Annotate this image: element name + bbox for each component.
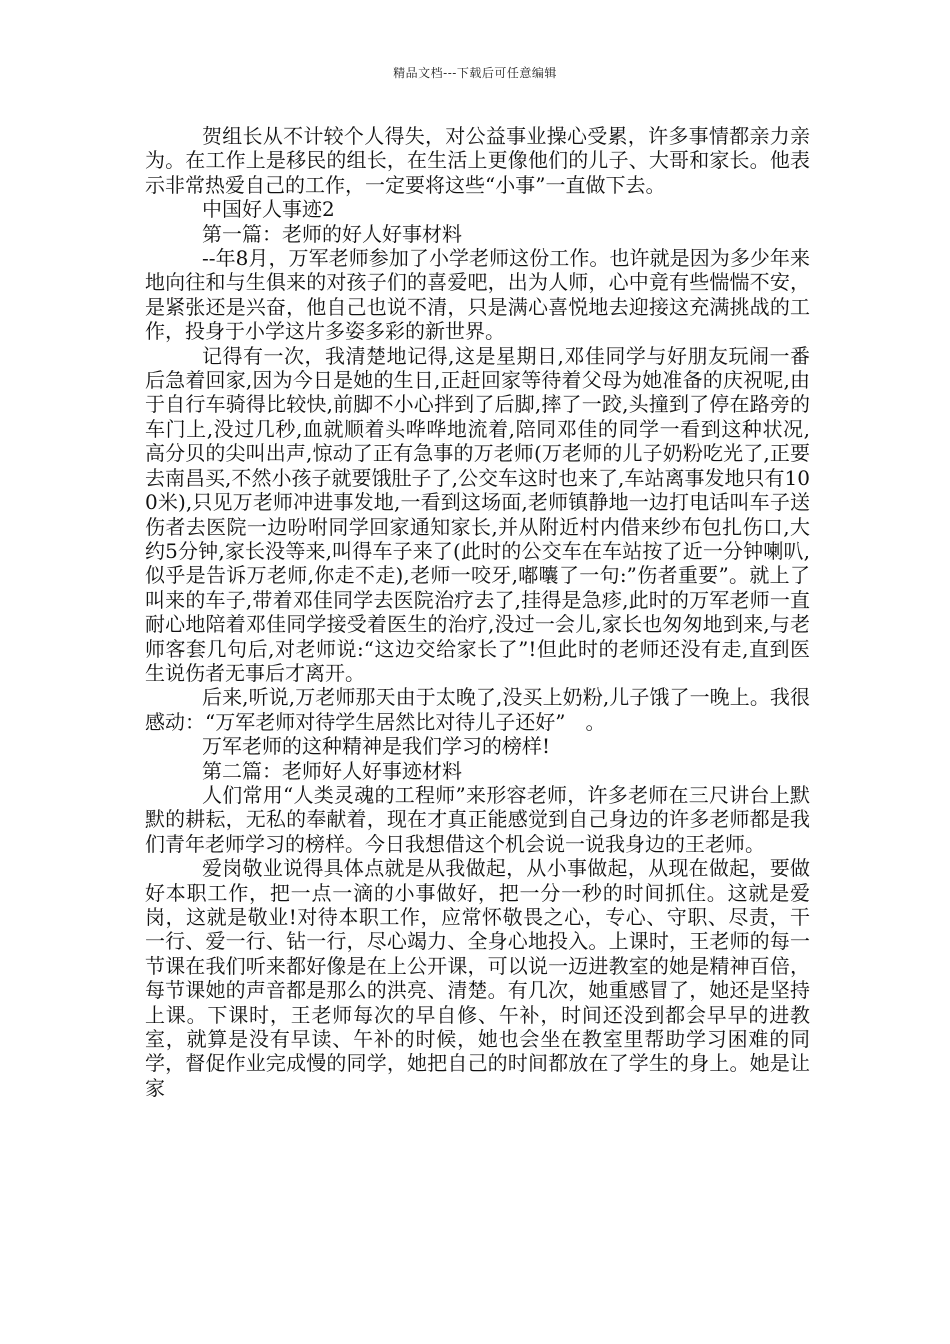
paragraph: 贺组长从不计较个人得失，对公益事业操心受累，许多事情都亲力亲为。在工作上是移民的组长，在生活上更像他们的儿子、大哥和家长。他表示非常热爱自己的工作，一定要将这些“小事”一直做下去。 <box>145 124 810 197</box>
paragraph: 记得有一次，我清楚地记得,这是星期日,邓佳同学与好朋友玩闹一番后急着回家,因为今日是她的生日,正赶回家等待着父母为她准备的庆祝呢,由于自行车骑得比较快,前脚不小心拌到了后脚,摔了一跤,头撞到了停在路旁的车门上,没过几秒,血就顺着头哗哗地流着,陪同邓佳的同学一看到这种状况,高分贝的尖叫出声,惊动了正有急事的万老师(万老师的儿子奶粉吃光了,正要去南昌买,不然小孩子就要饿肚子了,公交车这时也来了,车站离事发地只有100米),只见万老师冲进事发地,一看到这场面,老师镇静地一边打电话叫车子送伤者去医院一边吩咐同学回家通知家长,并从附近村内借来纱布包扎伤口,大约5分钟,家长没等来,叫得车子来了(此时的公交车在车站按了近一分钟喇叭,似乎是告诉万老师,你走不走),老师一咬牙,嘟囔了一句:”伤者重要”。就上了叫来的车子,带着邓佳同学去医院治疗去了,挂得是急疹,此时的万军老师一直耐心地陪着邓佳同学接受着医生的治疗,没过一会儿,家长也匆匆地到来,与老师客套几句后,对老师说:“这边交给家长了”!但此时的老师还没有走,直到医生说伤者无事后才离开。 <box>145 343 810 685</box>
document-body <box>145 124 810 1100</box>
paragraph: 爱岗敬业说得具体点就是从我做起，从小事做起，从现在做起，要做好本职工作，把一点一滴的小事做好，把一分一秒的时间抓住。这就是爱岗，这就是敬业!对待本职工作，应常怀敬畏之心，专心、守职、尽责，干一行、爱一行、钻一行，尽心竭力、全身心地投入。上课时，王老师的每一节课在我们听来都好像是在上公开课，可以说一迈进教室的她是精神百倍，每节课她的声音都是那么的洪亮、清楚。有几次，她重感冒了，她还是坚持上课。下课时，王老师每次的早自修、午补，时间还没到都会早早的进教室，就算是没有早读、午补的时候，她也会坐在教室里帮助学习困难的同学，督促作业完成慢的同学，她把自己的时间都放在了学生的身上。她是让家 <box>145 856 810 1100</box>
paragraph: --年8月，万军老师参加了小学老师这份工作。也许就是因为多少年来地向往和与生俱来的对孩子们的喜爱吧，出为人师，心中竟有些惴惴不安，是紧张还是兴奋，他自己也说不清，只是满心喜悦地去迎接这充满挑战的工作，投身于小学这片多姿多彩的新世界。 <box>145 246 810 344</box>
paragraph: 后来,听说,万老师那天由于太晚了,没买上奶粉,儿子饿了一晚上。我很感动：“万军老师对待学生居然比对待儿子还好” 。 <box>145 685 810 734</box>
paragraph: 人们常用“人类灵魂的工程师”来形容老师，许多老师在三尺讲台上默默的耕耘，无私的奉献着，现在才真正能感觉到自己身边的许多老师都是我们青年老师学习的榜样。今日我想借这个机会说一说我身边的王老师。 <box>145 782 810 856</box>
section-heading: 第二篇：老师好人好事迹材料 <box>202 758 462 783</box>
page-header: 精品文档---下载后可任意编辑 <box>393 66 557 80</box>
section-heading: 中国好人事迹2 <box>202 197 335 222</box>
paragraph: 万军老师的这种精神是我们学习的榜样! <box>202 734 551 759</box>
section-heading: 第一篇：老师的好人好事材料 <box>202 221 462 246</box>
